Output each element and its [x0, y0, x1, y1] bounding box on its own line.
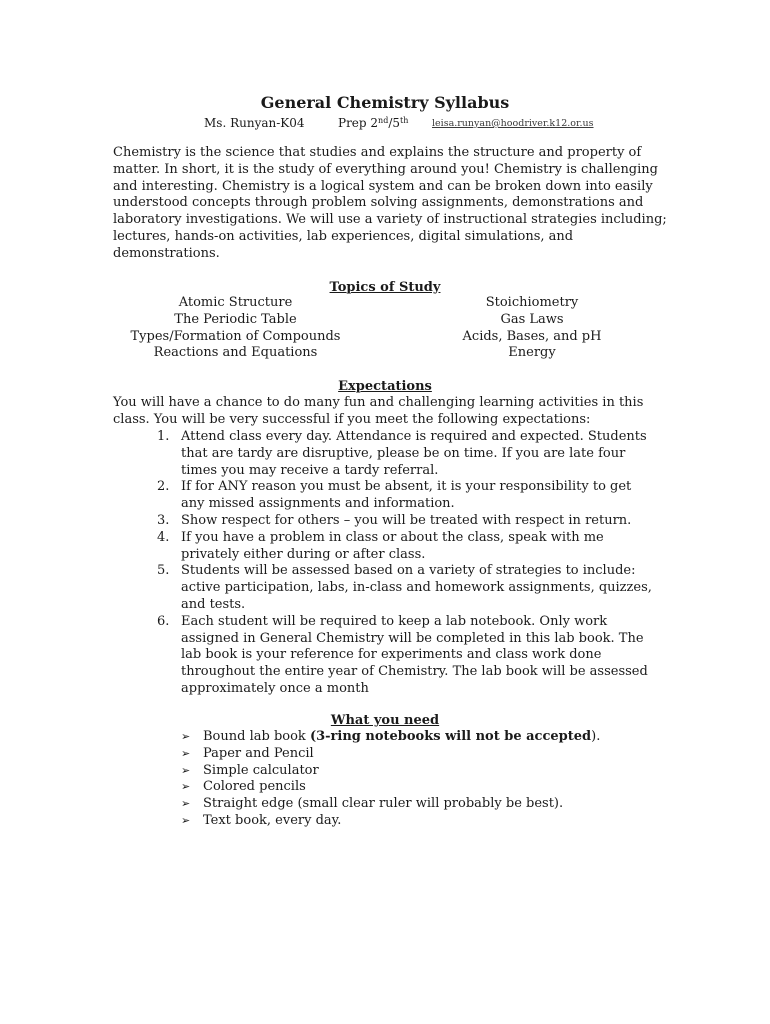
email-link[interactable]: leisa.runyan@hoodriver.k12.or.us: [432, 118, 594, 129]
list-item: [181, 813, 661, 830]
topic-item: Reactions and Equations: [153, 345, 318, 361]
topics-heading: Topics of Study: [329, 280, 441, 295]
intro-paragraph: Chemistry is the science that studies and explains the structure and property of matter. In short, it is the study of everything around you! Chemistry is challenging and interesting. Chemistry is a logical system and can be broken down into easily understood concepts through problem solving assignments, demonstrations and laboratory investigations. We will use a variety of instructional strategies including; lectures, hands-on activities, lab experiences, digital simulations, and demonstrations.: [113, 145, 667, 261]
arrow-bullet-icon: ➢: [181, 797, 191, 811]
list-number: 3.: [157, 512, 170, 528]
list-item-text: Attend class every day. Attendance is required and expected. Students that are tardy are disruptive, please be on time. If you are late four times you may receive a tardy referral.: [181, 429, 647, 478]
topics-right-column: [432, 295, 632, 362]
supply-text: ).: [591, 729, 601, 744]
topic-item: The Periodic Table: [174, 311, 297, 327]
expectations-heading: Expectations: [338, 379, 432, 394]
supply-warning: (3-ring notebooks will not be accepted: [309, 729, 592, 744]
topic-item: Acids, Bases, and pH: [462, 328, 602, 344]
list-item: [181, 796, 661, 813]
list-item: [155, 614, 655, 698]
arrow-bullet-icon: ➢: [181, 813, 191, 827]
topics-left-column: [113, 295, 358, 362]
list-item: [181, 763, 661, 780]
list-item-text: Show respect for others – you will be treated with respect in return.: [181, 512, 632, 528]
list-number: 6.: [157, 613, 170, 629]
list-item: [155, 513, 655, 530]
arrow-bullet-icon: ➢: [181, 746, 191, 760]
list-item: [181, 779, 661, 796]
list-item: [181, 729, 661, 746]
expectations-list: [155, 429, 655, 698]
supply-text: Bound lab book: [203, 729, 310, 744]
list-item: [155, 429, 655, 479]
what-you-need-heading: What you need: [330, 713, 440, 728]
arrow-bullet-icon: ➢: [181, 730, 191, 743]
list-item: [181, 746, 661, 763]
list-number: 4.: [157, 529, 170, 545]
list-item-text: Students will be assessed based on a variety of strategies to include: active participation, labs, in-class and homework assignments, quizzes, and tests.: [181, 563, 652, 612]
list-item: [155, 479, 655, 513]
page-title: General Chemistry Syllabus: [260, 93, 510, 112]
supply-text: Simple calculator: [203, 762, 319, 778]
list-item-text: Each student will be required to keep a lab notebook. Only work assigned in General Chemistry will be completed in this lab book. The lab book is your reference for experiments and class work done throughout the entire year of Chemistry. The lab book will be assessed approximately once a month: [181, 613, 648, 696]
topic-item: Types/Formation of Compounds: [130, 328, 341, 344]
topic-item: Stoichiometry: [485, 295, 579, 310]
supply-text: Straight edge (small clear ruler will probably be best).: [203, 796, 564, 812]
list-number: 1.: [157, 429, 170, 444]
list-number: 5.: [157, 563, 170, 579]
teacher-name: Ms. Runyan-K04: [204, 116, 305, 130]
topic-item: Atomic Structure: [178, 295, 293, 310]
topic-item: Energy: [508, 345, 556, 361]
topic-item: Gas Laws: [500, 311, 564, 327]
expectations-intro: You will have a chance to do many fun and challenging learning activities in this class. You will be very successful if you meet the following expectations:: [113, 395, 644, 427]
supply-text: Paper and Pencil: [203, 745, 314, 761]
arrow-bullet-icon: ➢: [181, 763, 191, 777]
list-number: 2.: [157, 479, 170, 495]
supply-text: Text book, every day.: [203, 812, 342, 828]
list-item: [155, 563, 655, 613]
prep-periods: Prep 2nd/5th: [338, 116, 409, 130]
list-item-text: If for ANY reason you must be absent, it is your responsibility to get any missed assignments and information.: [181, 479, 632, 512]
supply-text: Colored pencils: [203, 779, 306, 795]
list-item: [155, 530, 655, 564]
list-item-text: If you have a problem in class or about the class, speak with me privately either during or after class.: [181, 529, 604, 562]
arrow-bullet-icon: ➢: [181, 780, 191, 794]
document-subheader: [0, 115, 770, 131]
supplies-list: [181, 729, 661, 830]
